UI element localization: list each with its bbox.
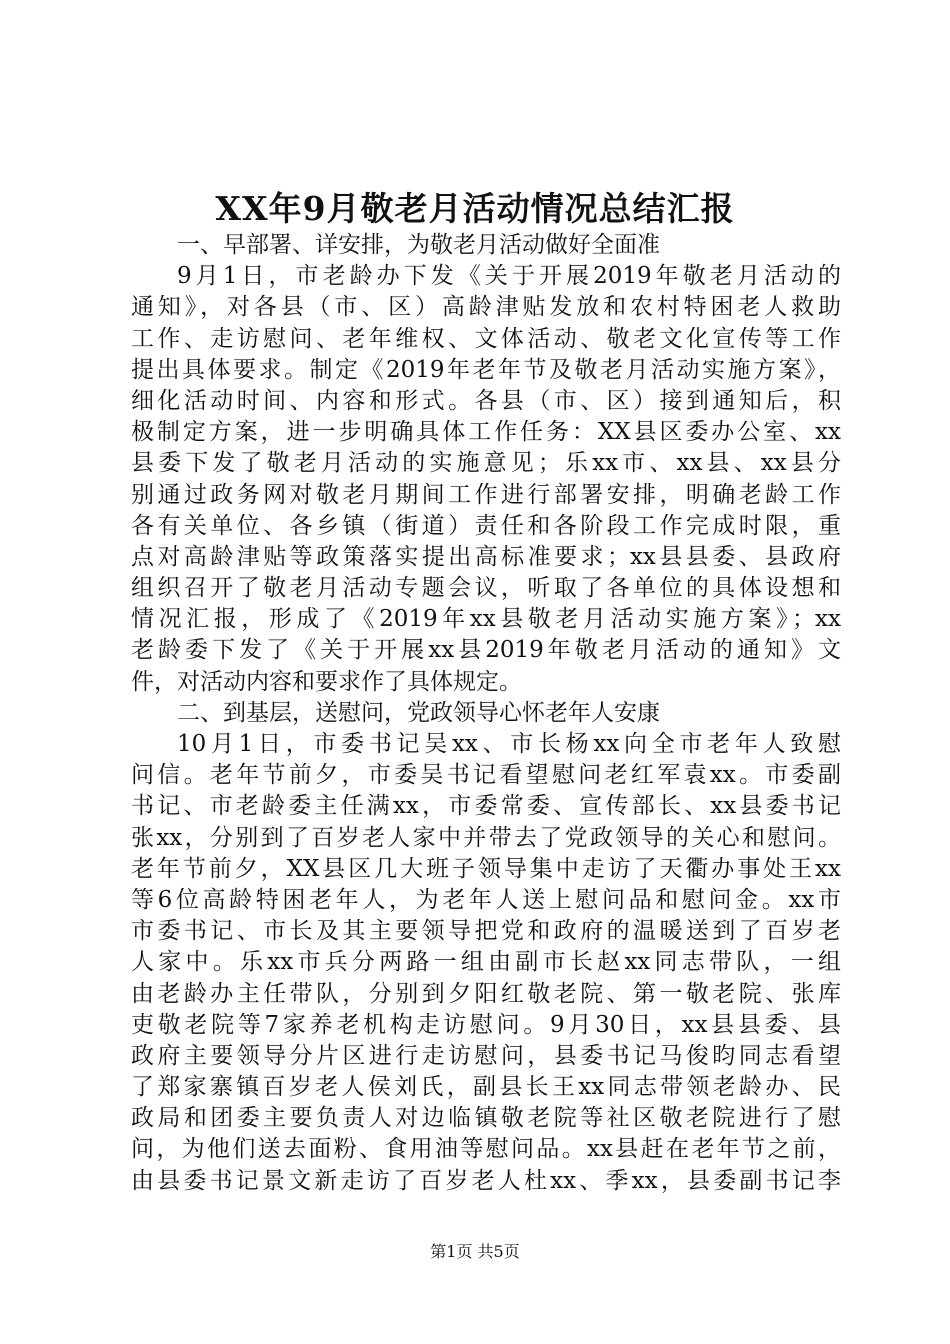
body-text-line: 由老龄办主任带队，分别到夕阳红敬老院、第一敬老院、张库 [131, 980, 841, 1007]
body-text-line: 工作、走访慰问、老年维权、文体活动、敬老文化宣传等工作 [131, 325, 841, 352]
body-text-line: 吏敬老院等7家养老机构走访慰问。9月30日，xx县县委、县 [131, 1011, 841, 1038]
body-text-line: 9月1日，市老龄办下发《关于开展2019年敬老月活动的 [177, 263, 841, 290]
body-text-line: 组织召开了敬老月活动专题会议，听取了各单位的具体设想和 [131, 575, 841, 602]
document-body [131, 230, 841, 1197]
body-text-line: 等6位高龄特困老年人，为老年人送上慰问品和慰问金。xx市 [131, 886, 841, 913]
body-text-line: 极制定方案，进一步明确具体工作任务：XX县区委办公室、xx [131, 419, 841, 446]
body-text-line: 政局和团委主要负责人对边临镇敬老院等社区敬老院进行了慰 [131, 1105, 841, 1132]
body-text-line: 二、到基层，送慰问，党政领导心怀老年人安康 [177, 699, 660, 726]
body-text-line: 问信。老年节前夕，市委吴书记看望慰问老红军袁xx。市委副 [131, 762, 841, 789]
body-text-line: 情况汇报，形成了《2019年xx县敬老月活动实施方案》；xx [131, 606, 841, 633]
body-text-line: 点对高龄津贴等政策落实提出高标准要求；xx县县委、县政府 [131, 543, 841, 570]
body-text-line: 张xx，分别到了百岁老人家中并带去了党政领导的关心和慰问。 [131, 824, 841, 851]
document-title: XX年9月敬老月活动情况总结汇报 [215, 189, 735, 228]
body-text-line: 通知》，对各县（市、区）高龄津贴发放和农村特困老人救助 [131, 294, 841, 321]
body-text-line: 书记、市老龄委主任满xx，市委常委、宣传部长、xx县委书记 [131, 793, 841, 820]
body-text-line: 问，为他们送去面粉、食用油等慰问品。xx县赶在老年节之前， [131, 1136, 841, 1163]
body-text-line: 老龄委下发了《关于开展xx县2019年敬老月活动的通知》文 [131, 637, 841, 664]
body-text-line: 件，对活动内容和要求作了具体规定。 [131, 668, 522, 695]
body-text-line: 政府主要领导分片区进行走访慰问，县委书记马俊昀同志看望 [131, 1042, 841, 1069]
body-text-line: 老年节前夕，XX县区几大班子领导集中走访了天衢办事处王xx [131, 855, 841, 882]
body-text-line: 10月1日，市委书记吴xx、市长杨xx向全市老年人致慰 [177, 731, 841, 757]
body-text-line: 由县委书记景文新走访了百岁老人杜xx、季xx，县委副书记李 [131, 1167, 841, 1194]
body-text-line: 细化活动时间、内容和形式。各县（市、区）接到通知后，积 [131, 387, 841, 414]
body-text-line: 了郑家寨镇百岁老人侯刘氏，副县长王xx同志带领老龄办、民 [131, 1074, 841, 1101]
page-footer: 第1页 共5页 [430, 1242, 520, 1261]
body-text-line: 各有关单位、各乡镇（街道）责任和各阶段工作完成时限，重 [131, 512, 841, 539]
body-text-line: 提出具体要求。制定《2019年老年节及敬老月活动实施方案》， [131, 356, 841, 383]
body-text-line: 县委下发了敬老月活动的实施意见；乐xx市、xx县、xx县分 [131, 450, 841, 477]
body-text-line: 市委书记、市长及其主要领导把党和政府的温暖送到了百岁老 [131, 918, 841, 945]
body-text-line: 一、早部署、详安排，为敬老月活动做好全面准 [177, 232, 660, 258]
body-text-line: 别通过政务网对敬老月期间工作进行部署安排，明确老龄工作 [131, 481, 841, 508]
body-text-line: 人家中。乐xx市兵分两路一组由副市长赵xx同志带队，一组 [131, 949, 841, 976]
